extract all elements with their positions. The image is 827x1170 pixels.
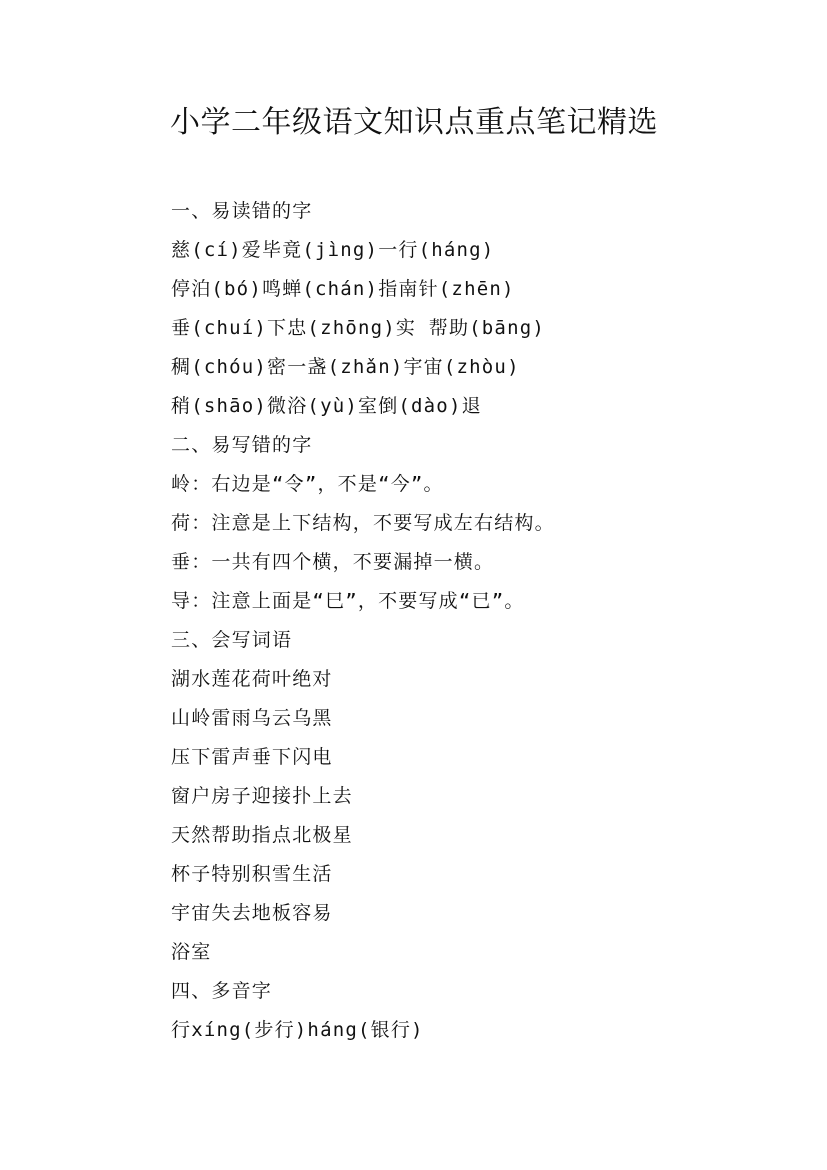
text-line: 行xíng(步行)háng(银行) — [171, 1019, 424, 1041]
document-body — [171, 196, 771, 1054]
text-line: 岭：右边是“令”，不是“今”。 — [171, 473, 444, 495]
text-line: 天然帮助指点北极星 — [171, 824, 353, 846]
text-line: 杯子特别积雪生活 — [171, 863, 333, 885]
text-line: 稠(chóu)密一盏(zhǎn)宇宙(zhòu) — [171, 356, 520, 378]
text-line: 慈(cí)爱毕竟(jìng)一行(háng) — [171, 239, 495, 261]
text-line: 垂：一共有四个横，不要漏掉一横。 — [171, 551, 495, 573]
section-heading-polyphonic-characters: 四、多音字 — [171, 980, 273, 1002]
text-line: 导：注意上面是“巳”，不要写成“已”。 — [171, 590, 525, 612]
text-line: 稍(shāo)微浴(yù)室倒(dào)退 — [171, 395, 482, 417]
text-line: 垂(chuí)下忠(zhōng)实 帮助(bāng) — [171, 317, 545, 339]
text-line: 宇宙失去地板容易 — [171, 902, 333, 924]
text-line: 荷：注意是上下结构，不要写成左右结构。 — [171, 512, 555, 534]
section-heading-vocabulary: 三、会写词语 — [171, 629, 293, 651]
text-line: 窗户房子迎接扑上去 — [171, 785, 353, 807]
section-heading-misread-characters: 一、易读错的字 — [171, 200, 313, 222]
section-heading-miswritten-characters: 二、易写错的字 — [171, 434, 313, 456]
text-line: 山岭雷雨乌云乌黑 — [171, 707, 333, 729]
text-line: 湖水莲花荷叶绝对 — [171, 668, 333, 690]
text-line: 浴室 — [171, 941, 212, 963]
text-line: 停泊(bó)鸣蝉(chán)指南针(zhēn) — [171, 278, 515, 300]
page-title: 小学二年级语文知识点重点笔记精选 — [170, 105, 658, 140]
text-line: 压下雷声垂下闪电 — [171, 746, 333, 768]
